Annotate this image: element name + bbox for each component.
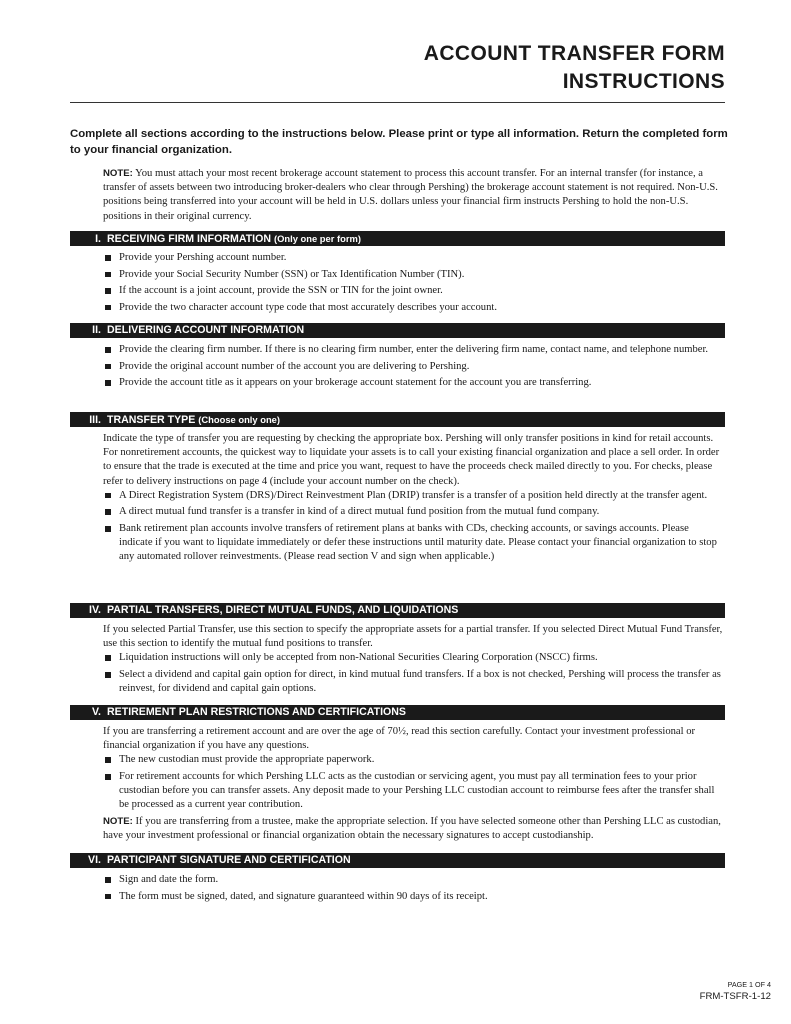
list-item: Provide the original account number of the account you are delivering to Pershing. bbox=[103, 360, 725, 374]
section-body-retirement-plan bbox=[103, 725, 725, 843]
section-title: RECEIVING FIRM INFORMATION bbox=[107, 233, 272, 245]
title-divider bbox=[70, 102, 725, 103]
section-number: I. bbox=[95, 233, 101, 245]
section-title: PARTICIPANT SIGNATURE AND CERTIFICATION bbox=[107, 854, 351, 866]
list-item: A direct mutual fund transfer is a transfer in kind of a direct mutual fund position from the mutual fund company. bbox=[103, 505, 725, 519]
list-item: Select a dividend and capital gain option for direct, in kind mutual fund transfers. If a box is not checked, Pershing will process the transfer as reinvest, for dividend and capital gain options. bbox=[103, 668, 725, 696]
section-paragraph: If you are transferring a retirement account and are over the age of 70½, read this section carefully. Contact your investment professional or financial organization if you have any questions. bbox=[103, 726, 696, 752]
section-number: IV. bbox=[89, 604, 101, 616]
section-note-label: NOTE: bbox=[103, 816, 133, 827]
section-body-partial-transfers bbox=[103, 623, 725, 699]
section-body-transfer-type bbox=[103, 432, 725, 567]
section-body-signature bbox=[103, 873, 725, 906]
section-title: PARTIAL TRANSFERS, DIRECT MUTUAL FUNDS, AND LIQUIDATIONS bbox=[107, 604, 459, 616]
list-item: Bank retirement plan accounts involve transfers of retirement plans at banks with CDs, checking accounts, or savings accounts. Please indicate if you want to liquidate immediately or defer these instructions until maturity date. Please contact your financial organization to stop any automated rollover reinvestments. (Please read section V and sign when applicable.) bbox=[103, 522, 725, 565]
section-paragraph: If you selected Partial Transfer, use this section to specify the appropriate assets for a partial transfer. If you selected Direct Mutual Fund Transfer, use this section to identify the mutual fund positions to transfer. bbox=[103, 624, 723, 650]
note-label: NOTE: bbox=[103, 168, 133, 179]
section-number: VI. bbox=[88, 854, 101, 866]
section-note bbox=[103, 815, 725, 843]
form-code: FRM-TSFR-1-12 bbox=[699, 991, 771, 1002]
page-number: PAGE 1 OF 4 bbox=[727, 980, 771, 989]
list-item: A Direct Registration System (DRS)/Direct Reinvestment Plan (DRIP) transfer is a transfer of a position held directly at the transfer agent. bbox=[103, 489, 725, 503]
section-number: II. bbox=[92, 324, 101, 336]
list-item: Provide your Pershing account number. bbox=[103, 251, 725, 265]
section-title: RETIREMENT PLAN RESTRICTIONS AND CERTIFICATIONS bbox=[107, 706, 406, 718]
list-item: Provide the clearing firm number. If there is no clearing firm number, enter the delivering firm name, contact name, and telephone number. bbox=[103, 343, 725, 357]
section-title: DELIVERING ACCOUNT INFORMATION bbox=[107, 324, 305, 336]
list-item: Provide the two character account type code that most accurately describes your account. bbox=[103, 301, 725, 315]
list-item: The form must be signed, dated, and signature guaranteed within 90 days of its receipt. bbox=[103, 890, 725, 904]
section-subtitle: (Only one per form) bbox=[273, 233, 361, 244]
section-header-transfer-type bbox=[70, 412, 725, 427]
document-title bbox=[424, 40, 725, 96]
title-line-1: ACCOUNT TRANSFER FORM bbox=[423, 42, 725, 65]
section-number: III. bbox=[89, 414, 101, 426]
page-footer bbox=[700, 980, 771, 1004]
section-header-retirement-plan bbox=[70, 705, 725, 720]
list-item: Sign and date the form. bbox=[103, 873, 725, 887]
list-item: If the account is a joint account, provide the SSN or TIN for the joint owner. bbox=[103, 284, 725, 298]
title-line-2: INSTRUCTIONS bbox=[562, 70, 725, 93]
section-body-receiving-firm bbox=[103, 251, 725, 317]
list-item: Provide the account title as it appears on your brokerage account statement for the account you are transferring. bbox=[103, 376, 725, 390]
section-note-text: If you are transferring from a trustee, make the appropriate selection. If you have selected someone other than Pershing LLC as custodian, have your investment professional or financial organization obtain the necessary signatures to accept custodianship. bbox=[103, 816, 721, 842]
section-title: TRANSFER TYPE bbox=[107, 414, 196, 426]
intro-text: Complete all sections according to the instructions below. Please print or type all information. Return the completed form to your financial organization. bbox=[70, 128, 728, 156]
section-subtitle: (Choose only one) bbox=[198, 414, 281, 425]
list-item: Liquidation instructions will only be accepted from non-National Securities Clearing Corporation (NSCC) firms. bbox=[103, 651, 725, 665]
list-item: For retirement accounts for which Pershing LLC acts as the custodian or servicing agent, you must pay all termination fees to your prior custodian before you can transfer assets. Any deposit made to your Pershing LLC custodian account to reimburse fees after the transfer shall be processed as a current year contribution. bbox=[103, 770, 725, 813]
note-paragraph bbox=[103, 167, 728, 224]
section-paragraph: Indicate the type of transfer you are requesting by checking the appropriate box. Pershing will only transfer positions in kind for retail accounts. For nonretirement accounts, the quickest way to liquidate your assets is to call your existing financial organization and place a sell order. In order to ensure that the trade is executed at the time and price you want, request to have the proceeds check mailed directly to you. For checks, please refer to delivery instructions on page 4 (include your account number on the check). bbox=[103, 433, 720, 487]
section-header-delivering-account bbox=[70, 323, 725, 338]
list-item: Provide your Social Security Number (SSN) or Tax Identification Number (TIN). bbox=[103, 268, 725, 282]
section-body-delivering-account bbox=[103, 343, 725, 393]
section-number: V. bbox=[91, 706, 101, 718]
section-header-receiving-firm bbox=[70, 231, 725, 246]
section-header-signature bbox=[70, 853, 725, 868]
section-header-partial-transfers bbox=[70, 603, 725, 618]
note-text: You must attach your most recent brokerage account statement to process this account transfer. For an internal transfer (for instance, a transfer of assets between two introducing broker-dealers who clear through Pershing) the brokerage account statement is not required. Non-U.S. positions being transferred into your account will be held in U.S. dollars unless your financial firm instructs Pershing to hold the non-U.S. positions in their original currency. bbox=[103, 168, 718, 222]
list-item: The new custodian must provide the appropriate paperwork. bbox=[103, 753, 725, 767]
